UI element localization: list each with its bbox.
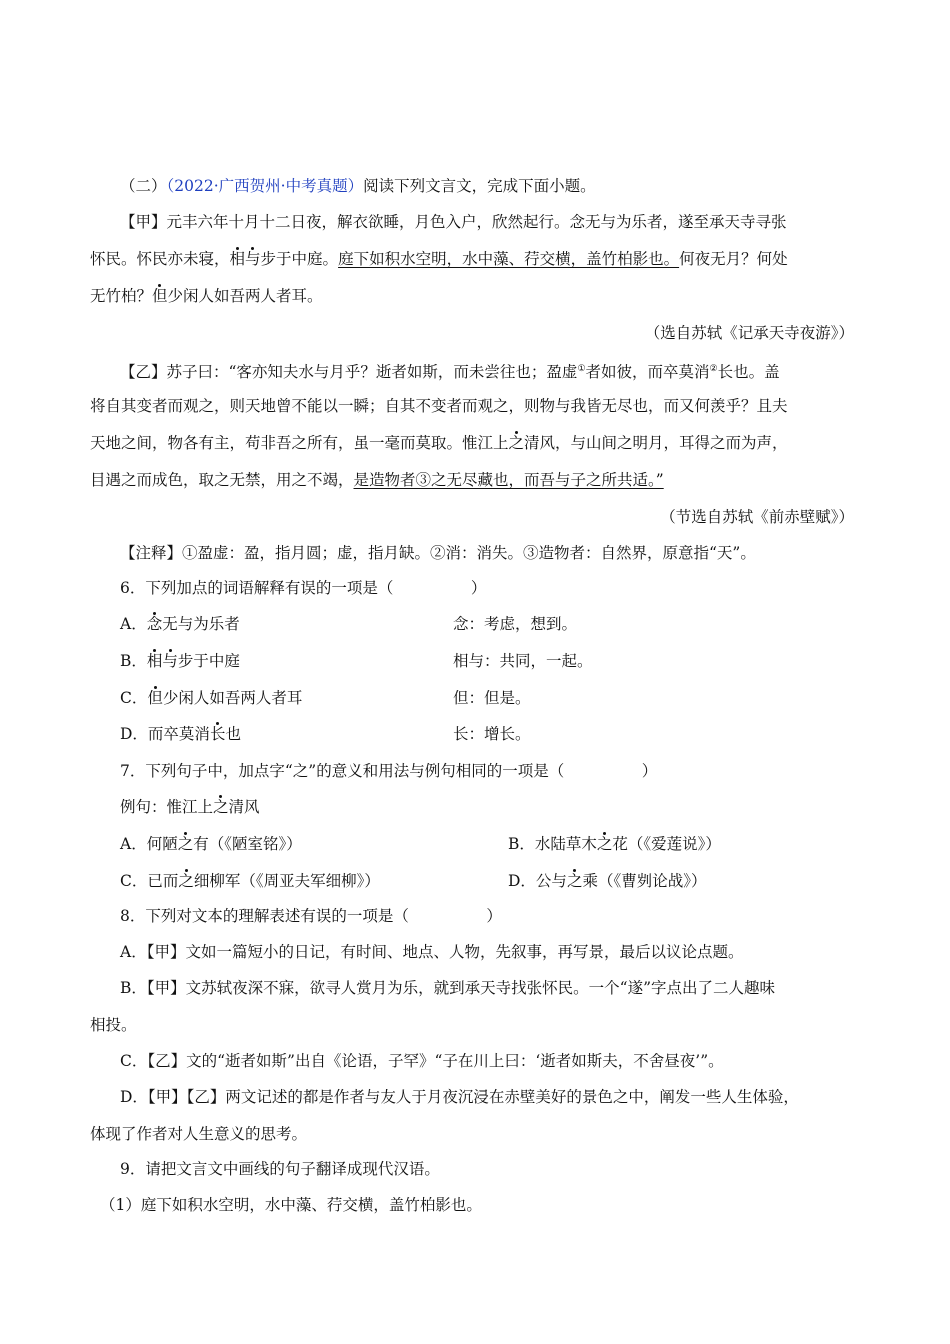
q6-option-b	[120, 651, 820, 671]
option-explanation: 相与：共同，一起。	[453, 652, 593, 670]
q8-option-c: C．【乙】文的“逝者如斯”出自《论语，子罕》“子在川上曰：‘逝者如斯夫，不舍昼夜’”。	[120, 1052, 724, 1070]
q8-option-d-line-1: D．【甲】【乙】两文记述的都是作者与友人于月夜沉浸在赤壁美好的景色之中，阐发一些人生体验，	[120, 1088, 799, 1106]
dotted-char: 与	[245, 250, 261, 268]
q6-option-c	[120, 688, 820, 708]
jia-text: 少闲人如吾两人者耳。	[167, 287, 323, 305]
option-explanation: 但：但是。	[453, 689, 531, 707]
note-marker: ②	[709, 364, 718, 374]
dotted-char: 但	[147, 689, 163, 707]
yi-line-4	[90, 470, 664, 490]
section-header	[120, 176, 596, 196]
option-text: 乘（《曹刿论战》）	[582, 872, 707, 890]
dotted-char: 之	[178, 872, 194, 890]
yi-text: 天地之间，物各有主，苟非吾之所有，虽一毫而莫取。惟江上	[90, 434, 509, 452]
option-text: D．而卒莫消	[120, 725, 210, 743]
q9-stem: 9．请把文言文中画线的句子翻译成现代汉语。	[120, 1160, 440, 1178]
section-instruction: 阅读下列文言文，完成下面小题。	[363, 177, 596, 195]
underlined-sentence-1: 庭下如积水空明，水中藻、荇交横，盖竹柏影也。	[338, 250, 680, 268]
dotted-char: 长	[209, 725, 226, 743]
q8-option-d-line-2: 体现了作者对人生意义的思考。	[90, 1125, 308, 1143]
option-text: 少闲人如吾两人者耳	[162, 689, 303, 707]
jia-source: （选自苏轼《记承天寺夜游》）	[644, 324, 854, 342]
dotted-char: 相	[146, 652, 163, 670]
q7-option-b	[508, 834, 721, 854]
q8-option-b-line-2: 相投。	[90, 1016, 137, 1034]
dotted-char: 之	[566, 872, 583, 890]
option-text: D．公与	[508, 872, 567, 890]
underlined-sentence-2: 是造物者③之无尽藏也，而吾与子之所共适。”	[353, 471, 664, 489]
option-text: 无与为乐者	[162, 615, 240, 633]
option-text: A．何陋	[120, 835, 178, 853]
jia-text: 何夜无月？何处	[679, 250, 788, 268]
dotted-char: 之	[213, 798, 229, 816]
example-text: 清风	[228, 798, 260, 816]
option-text: 细柳军（《周亚夫军细柳》）	[193, 872, 380, 890]
dotted-char: 之	[596, 835, 613, 853]
q8-stem: 8．下列对文本的理解表述有误的一项是（ ）	[120, 907, 502, 925]
yi-text: 目遇之而成色，取之无禁，用之不竭，	[90, 471, 354, 489]
yi-text: 者如彼，而卒莫消	[585, 363, 710, 382]
option-text: 花（《爱莲说》）	[612, 835, 721, 853]
yi-text: 清风，与山间之明月，耳得之而为声，	[524, 434, 788, 452]
option-explanation: 长：增长。	[453, 725, 531, 743]
option-text: 也	[225, 725, 241, 743]
dotted-char: 与	[162, 652, 178, 670]
yi-line-3	[90, 433, 788, 453]
jia-line-3	[90, 286, 323, 306]
dotted-char: 但	[152, 287, 168, 305]
q9-sub-1: （1）庭下如积水空明，水中藻、荇交横，盖竹柏影也。	[100, 1196, 482, 1214]
q7-stem: 7．下列句子中，加点字“之”的意义和用法与例句相同的一项是（ ）	[120, 762, 658, 780]
q6-option-a	[120, 614, 820, 634]
option-text: 步于中庭	[177, 652, 240, 670]
dotted-char: 之	[508, 434, 525, 452]
yi-line-1	[120, 359, 780, 382]
note-marker: ①	[577, 364, 586, 374]
example-text: 例句：惟江上	[120, 798, 214, 816]
dotted-char: 相	[229, 250, 246, 268]
option-letter: A．	[120, 615, 147, 633]
q7-row-1	[120, 834, 820, 854]
notes: 【注释】①盈虚：盈，指月圆；虚，指月缺。②消：消失。③造物者：自然界，原意指“天”。	[120, 544, 756, 562]
option-letter: B．	[120, 652, 147, 670]
source-tag: （2022·广西贺州·中考真题）	[166, 177, 364, 195]
jia-line-1: 【甲】元丰六年十月十二日夜，解衣欲睡，月色入户，欣然起行。念无与为乐者，遂至承天寺寻张	[120, 213, 787, 231]
dotted-char: 念	[146, 615, 163, 633]
option-letter: C．	[120, 689, 148, 707]
option-text: B．水陆草木	[508, 835, 597, 853]
q7-option-a	[120, 835, 302, 853]
jia-text: 怀民。怀民亦未寝，	[90, 250, 230, 268]
option-text: 有（《陋室铭》）	[193, 835, 302, 853]
yi-text: 【乙】苏子曰：“客亦知夫水与月乎？逝者如斯，而未尝往也；盈虚	[120, 363, 578, 382]
q6-stem: 6．下列加点的词语解释有误的一项是（ ）	[120, 579, 487, 597]
q8-option-a: A．【甲】文如一篇短小的日记，有时间、地点、人物，先叙事，再写景，最后以议论点题。	[120, 943, 744, 961]
jia-text: 步于中庭。	[260, 250, 339, 268]
yi-line-2: 将自其变者而观之，则天地曾不能以一瞬；自其不变者而观之，则物与我皆无尽也，而又何羡乎？且夫	[90, 397, 788, 415]
q6-option-d	[120, 724, 820, 744]
q7-example	[120, 797, 260, 817]
dotted-char: 之	[177, 835, 194, 853]
q7-option-d	[508, 871, 706, 891]
jia-line-2	[90, 249, 788, 269]
q7-option-c	[120, 872, 380, 890]
jia-text: 无竹柏？	[90, 287, 153, 305]
section-label: （二）	[120, 177, 167, 195]
option-text: C．已而	[120, 872, 179, 890]
q8-option-b-line-1: B．【甲】文苏轼夜深不寐，欲寻人赏月为乐，就到承天寺找张怀民。一个“遂”字点出了二人趣味	[120, 979, 775, 997]
q7-row-2	[120, 871, 820, 891]
yi-text: 长也。盖	[717, 363, 780, 382]
option-explanation: 念：考虑，想到。	[453, 615, 578, 633]
yi-source: （节选自苏轼《前赤壁赋》）	[660, 508, 854, 526]
